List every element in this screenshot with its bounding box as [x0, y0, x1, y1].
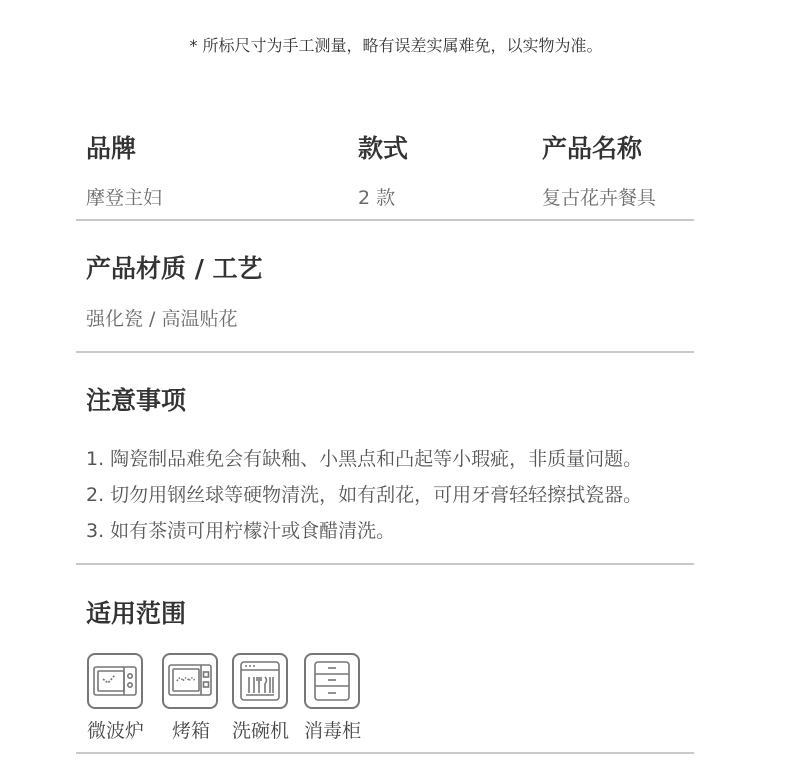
style-label: 款式	[358, 134, 409, 163]
product-name-value: 复古花卉餐具	[542, 187, 657, 209]
oven-icon	[162, 653, 218, 709]
notice-item: 2. 切勿用钢丝球等硬物清洗，如有刮花，可用牙膏轻轻擦拭瓷器。	[86, 484, 643, 506]
dishwasher-label: 洗碗机	[232, 720, 290, 742]
usage-title: 适用范围	[86, 599, 187, 628]
divider	[76, 351, 694, 353]
notice-item: 1. 陶瓷制品难免会有缺釉、小黑点和凸起等小瑕疵，非质量问题。	[86, 448, 643, 470]
measurement-note: * 所标尺寸为手工测量，略有误差实属难免，以实物为准。	[189, 36, 603, 55]
style-value: 2 款	[358, 187, 396, 209]
divider	[76, 563, 694, 565]
notice-title: 注意事项	[86, 386, 187, 415]
divider	[76, 219, 694, 221]
divider	[76, 752, 694, 754]
microwave-label: 微波炉	[87, 720, 145, 742]
brand-value: 摩登主妇	[86, 187, 163, 209]
material-value: 强化瓷 / 高温贴花	[86, 308, 238, 330]
dishwasher-icon	[232, 653, 288, 709]
sterilizer-cabinet-label: 消毒柜	[304, 720, 362, 742]
notice-item: 3. 如有茶渍可用柠檬汁或食醋清洗。	[86, 520, 396, 542]
sterilizer-cabinet-icon	[304, 653, 360, 709]
brand-label: 品牌	[86, 134, 137, 163]
microwave-icon	[87, 653, 143, 709]
material-label: 产品材质 / 工艺	[86, 254, 263, 283]
oven-label: 烤箱	[172, 720, 211, 742]
product-name-label: 产品名称	[542, 134, 643, 163]
